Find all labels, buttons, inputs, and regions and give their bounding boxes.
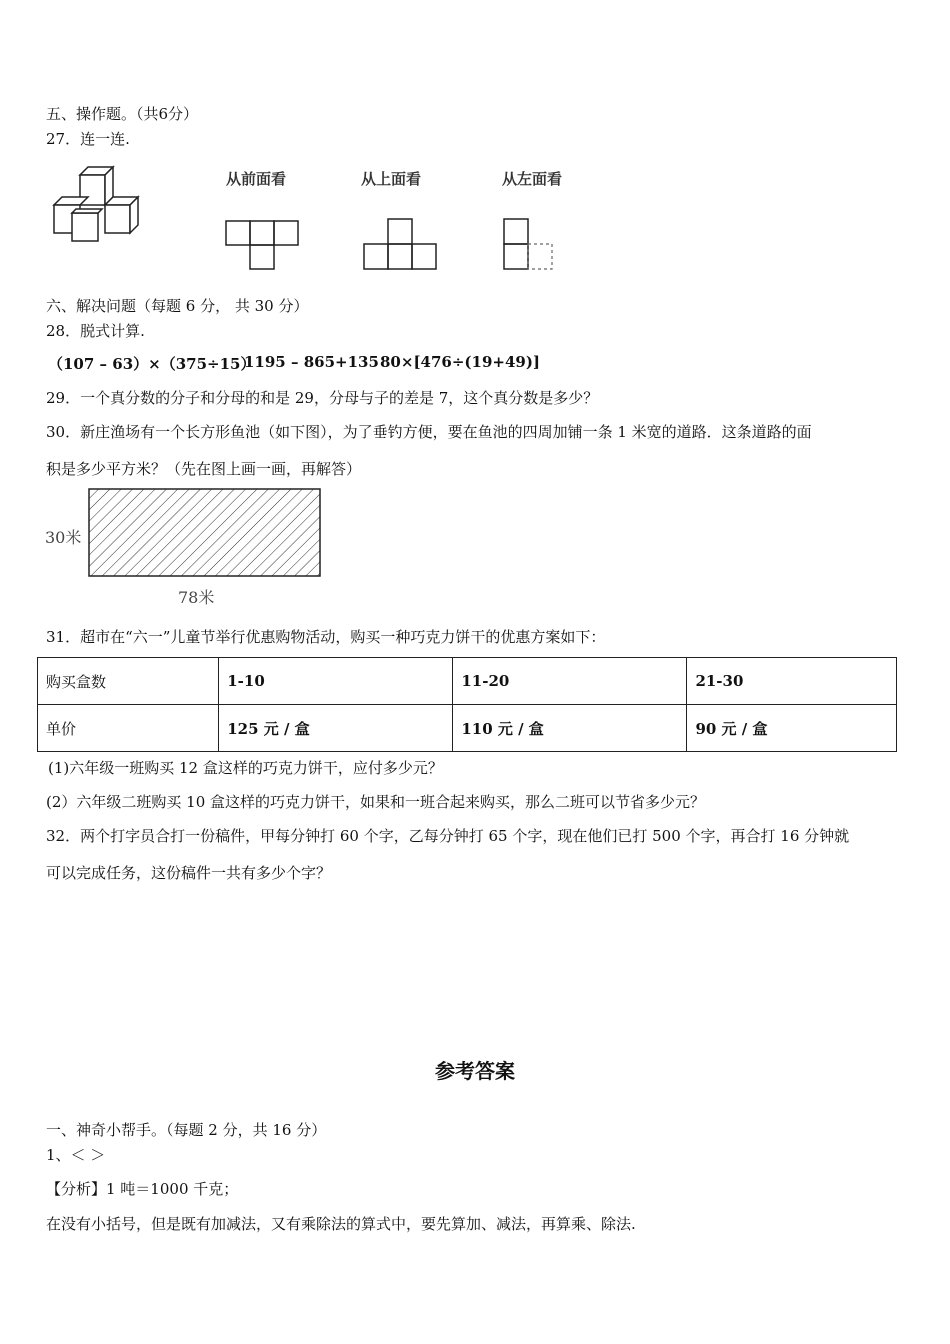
- price-table: [37, 657, 897, 752]
- question-32-line1: 32．两个打字员合打一份稿件，甲每分钟打 60 个字，乙每分钟打 65 个字，现在他们已打 500 个字，再合打 16 分钟就: [46, 827, 850, 845]
- view-caption-left: 从左面看: [502, 170, 563, 188]
- question-30-line2: 积是多少平方米？（先在图上画一画，再解答）: [46, 460, 362, 478]
- question-31-sub2: (2）六年级二班购买 10 盒这样的巧克力饼干，如果和一班合起来购买，那么二班可以节省多少元？: [46, 793, 706, 811]
- section6-heading: 六、解决问题（每题 6 分， 共 30 分）: [46, 297, 309, 315]
- expression-1: （107 – 63）×（375÷15）: [48, 355, 256, 373]
- question-32-line2: 可以完成任务，这份稿件一共有多少个字？: [46, 864, 332, 882]
- table-cell: 21-30: [687, 658, 897, 705]
- table-cell: 1-10: [219, 658, 453, 705]
- table-row: [38, 658, 897, 705]
- answers-title: 参考答案: [435, 1059, 515, 1083]
- table-cell: 125 元 / 盒: [219, 705, 453, 752]
- answer-explanation: 在没有小括号，但是既有加减法，又有乘除法的算式中，要先算加、减法，再算乘、除法.: [46, 1215, 636, 1233]
- question-31-intro: 31．超市在“六一”儿童节举行优惠购物活动，购买一种巧克力饼干的优惠方案如下：: [46, 628, 606, 646]
- cube-figure: [50, 165, 150, 245]
- table-cell: 单价: [38, 705, 219, 752]
- fish-pond-diagram: [88, 488, 321, 577]
- table-cell: 11-20: [453, 658, 687, 705]
- question-27: 27．连一连.: [46, 130, 130, 148]
- expression-3: 80×[476÷(19+49)]: [380, 353, 541, 371]
- expression-2: 1195 – 865+135: [244, 353, 379, 371]
- question-30-line1: 30．新庄渔场有一个长方形鱼池（如下图），为了垂钓方便，要在鱼池的四周加铺一条 1 米宽的道路．这条道路的面: [46, 423, 812, 441]
- section5-heading: 五、操作题。（共6分）: [46, 105, 199, 123]
- table-cell: 购买盒数: [38, 658, 219, 705]
- answer-analysis: 【分析】1 吨＝1000 千克；: [46, 1180, 239, 1198]
- top-view-diagram: [363, 218, 443, 272]
- pond-width-label: 30米: [45, 528, 82, 547]
- answers-section1: 一、神奇小帮手。（每题 2 分，共 16 分）: [46, 1121, 327, 1139]
- view-caption-top: 从上面看: [361, 170, 422, 188]
- question-29: 29．一个真分数的分子和分母的和是 29，分母与子的差是 7，这个真分数是多少？: [46, 389, 599, 407]
- front-view-diagram: [225, 220, 305, 272]
- table-cell: 90 元 / 盒: [687, 705, 897, 752]
- left-view-diagram: [503, 218, 563, 272]
- view-caption-front: 从前面看: [226, 170, 287, 188]
- question-28-title: 28．脱式计算.: [46, 322, 145, 340]
- question-31-sub1: (1)六年级一班购买 12 盒这样的巧克力饼干，应付多少元？: [48, 759, 443, 777]
- table-cell: 110 元 / 盒: [453, 705, 687, 752]
- pond-length-label: 78米: [178, 588, 215, 607]
- table-row: [38, 705, 897, 752]
- answer-1: 1、＜ ＞: [46, 1146, 106, 1164]
